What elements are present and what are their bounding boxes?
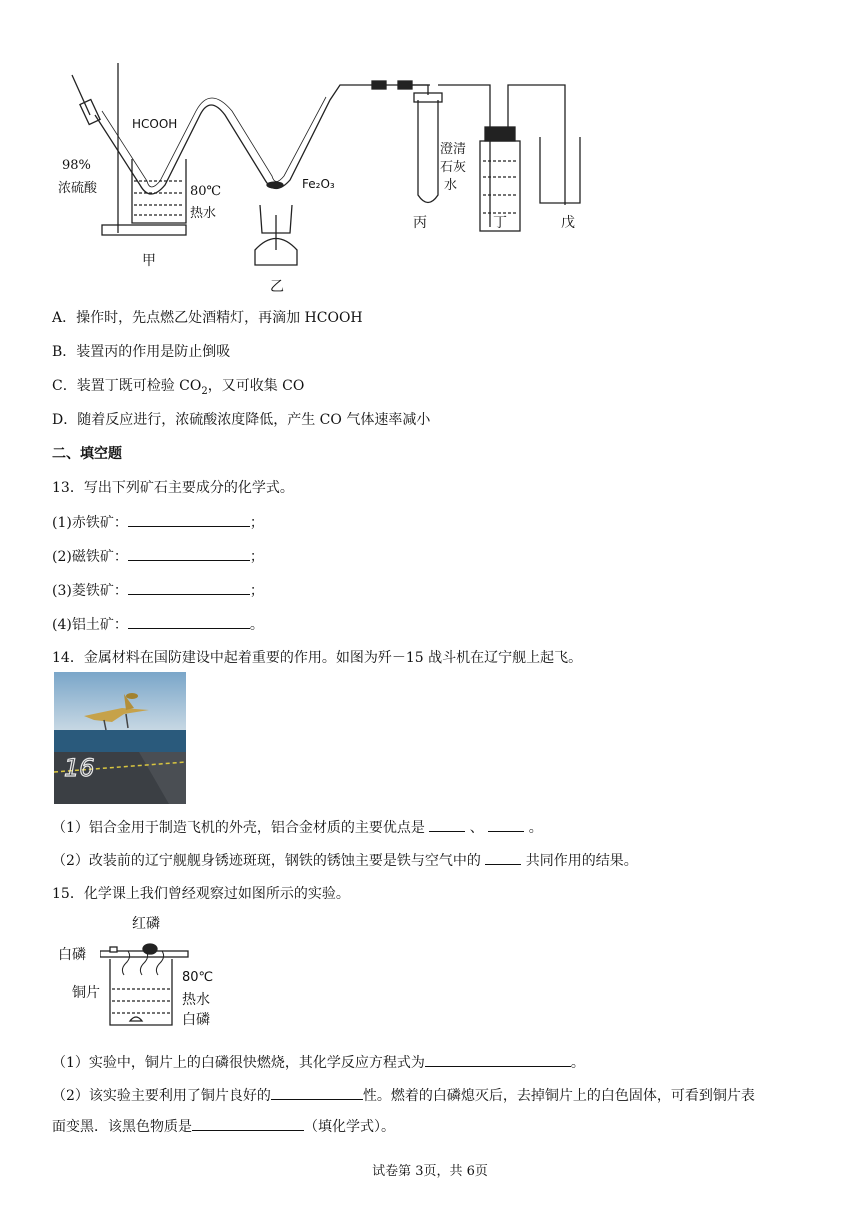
phosphorus-figure — [100, 935, 190, 1030]
answer-blank[interactable] — [485, 850, 521, 865]
answer-blank[interactable] — [128, 546, 250, 561]
limewater-label-1: 澄清 — [440, 142, 467, 157]
label-jia: 甲 — [142, 253, 156, 269]
option-c: C．装置丁既可检验 $CO_2$，又可收集 CO — [52, 378, 305, 397]
option-a: A．操作时，先点燃乙处酒精灯，再滴加 HCOOH — [52, 310, 363, 326]
iron-stand-base — [102, 225, 186, 235]
q15-part1: （1）实验中，铜片上的白磷很快燃烧，其化学反应方程式为 。 — [52, 1052, 585, 1073]
label-ding: 丁 — [493, 215, 507, 231]
deck-number: 16 — [64, 754, 95, 782]
answer-blank[interactable] — [128, 580, 250, 595]
white-phosphorus-top — [110, 947, 117, 952]
section-heading: 二、填空题 — [52, 446, 122, 462]
limewater-label-2: 石灰 — [440, 160, 467, 175]
temp-label-1: 80℃ — [190, 184, 222, 199]
red-phosphorus-label: 红磷 — [132, 916, 160, 932]
red-phosphorus — [143, 944, 157, 954]
q15-part3: 面变黑．该黑色物质是 （填化学式）。 — [52, 1116, 395, 1137]
dropper — [72, 75, 90, 115]
acid-percent-label: 98% — [62, 158, 91, 173]
acid-label: 浓硫酸 — [58, 181, 98, 196]
answer-blank[interactable] — [429, 817, 465, 832]
fe2o3-sample — [267, 182, 283, 188]
q14-part1: （1）铝合金用于制造飞机的外壳，铝合金材质的主要优点是 、 。 — [52, 817, 543, 838]
white-phosphorus-bottom — [130, 1017, 142, 1021]
option-d: D．随着反应进行，浓硫酸浓度降低，产生 CO 气体速率减小 — [52, 412, 431, 428]
hot-water-label-2: 热水 — [182, 992, 210, 1008]
copper-label: 铜片 — [72, 985, 100, 1001]
q13-item-4: (4)铝土矿： 。 — [52, 614, 264, 635]
tube-bing — [418, 100, 438, 203]
answer-blank[interactable] — [425, 1052, 571, 1067]
q13-item-1: (1)赤铁矿： ； — [52, 512, 264, 533]
label-wu: 戊 — [561, 215, 575, 231]
q14-part2: （2）改装前的辽宁舰舰身锈迹斑斑，钢铁的锈蚀主要是铁与空气中的 共同作用的结果。 — [52, 850, 638, 871]
label-bing: 丙 — [413, 215, 427, 231]
q13-item-3: (3)菱铁矿： ； — [52, 580, 264, 601]
answer-blank[interactable] — [488, 817, 524, 832]
label-yi: 乙 — [270, 279, 284, 295]
answer-blank[interactable] — [192, 1116, 304, 1131]
answer-blank[interactable] — [271, 1085, 363, 1100]
temp-label-2: 80℃ — [182, 970, 214, 985]
option-b: B．装置丙的作用是防止倒吸 — [52, 344, 231, 360]
q15-stem: 15．化学课上我们曾经观察过如图所示的实验。 — [52, 886, 350, 902]
hcooh-label: HCOOH — [132, 117, 178, 131]
white-phosphorus-label-top: 白磷 — [58, 947, 86, 963]
beaker-wu — [540, 137, 580, 203]
fe2o3-label: Fe₂O₃ — [302, 177, 335, 191]
aircraft-carrier-photo — [54, 672, 186, 804]
hot-water-label-1: 热水 — [190, 206, 217, 221]
answer-blank[interactable] — [128, 512, 250, 527]
answer-blank[interactable] — [128, 614, 250, 629]
page-footer: 试卷第 3页，共 6页 — [372, 1164, 488, 1179]
q13-item-2: (2)磁铁矿： ； — [52, 546, 264, 567]
q14-stem: 14．金属材料在国防建设中起着重要的作用。如图为歼－15 战斗机在辽宁舰上起飞。 — [52, 650, 583, 666]
white-phosphorus-label-bottom: 白磷 — [182, 1012, 210, 1028]
q15-part2: （2）该实验主要利用了铜片良好的 性。燃着的白磷熄灭后，去掉铜片上的白色固体，可看到铜片表 — [52, 1085, 755, 1106]
limewater-label-3: 水 — [444, 178, 458, 193]
q13-stem: 13．写出下列矿石主要成分的化学式。 — [52, 480, 294, 496]
